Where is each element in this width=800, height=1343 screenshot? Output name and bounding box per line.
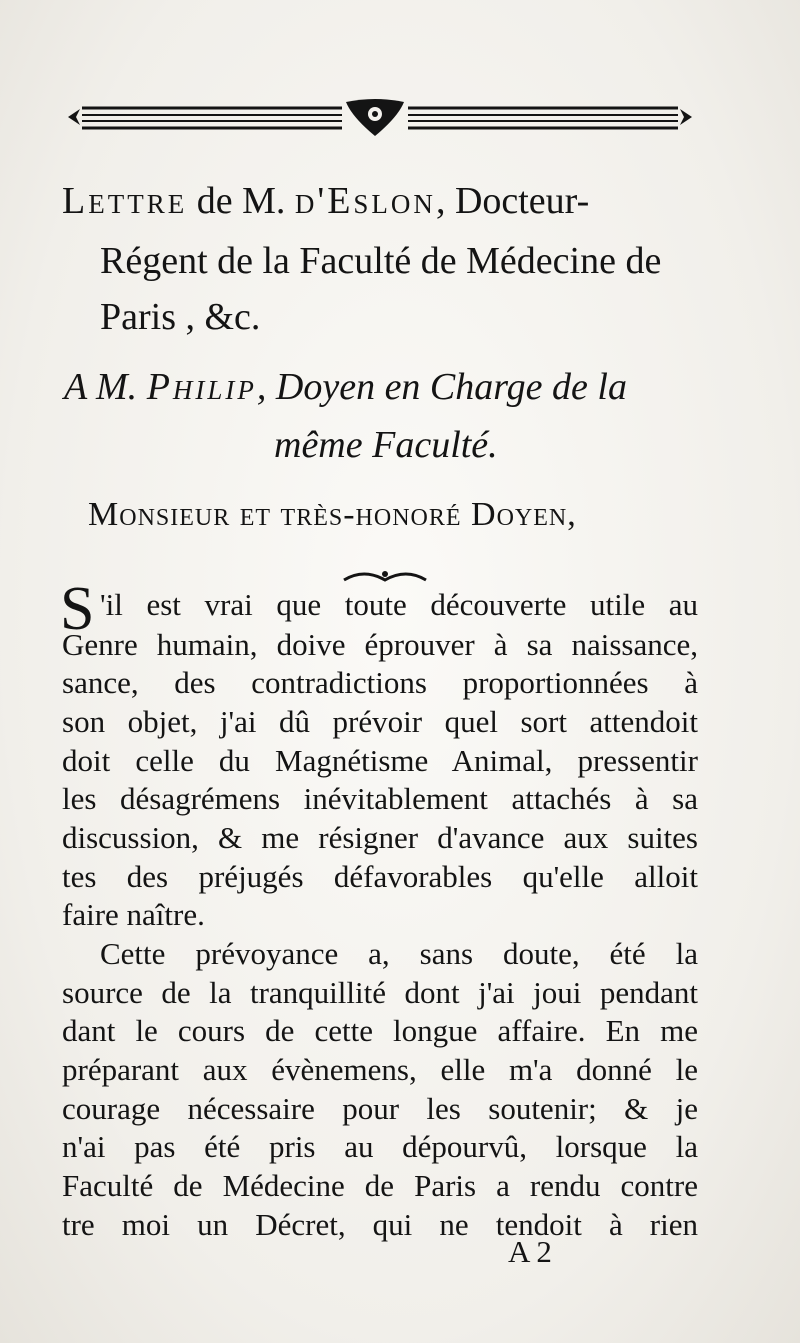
body-line: dant le cours de cette longue affaire. En me (62, 1013, 698, 1048)
addressee-line-1: A M. Philip, Doyen en Charge de la (64, 366, 627, 408)
body-line: les désagrémens inévitablement attachés à sa (62, 781, 698, 816)
signature-mark: A 2 (508, 1234, 552, 1269)
addressee-line-2: même Faculté. (274, 424, 498, 466)
body-line: courage nécessaire pour les soutenir; & je (62, 1091, 698, 1126)
body-line: doit celle du Magnétisme Animal, pressentir (62, 743, 698, 778)
title-line-2: Régent de la Faculté de Médecine de (100, 240, 662, 282)
title-line-3: Paris , &c. (100, 296, 261, 338)
body-line: tes des préjugés défavorables qu'elle alloit (62, 859, 698, 894)
body-line: 'il est vrai que toute découverte utile au (100, 587, 698, 622)
body-line: n'ai pas été pris au dépourvû, lorsque la (62, 1129, 698, 1164)
salutation: Monsieur et très-honoré Doyen, (88, 496, 577, 533)
body-line: Genre humain, doive éprouver à sa naissance, (62, 627, 698, 662)
drop-cap: S (60, 575, 95, 643)
body-line: source de la tranquillité dont j'ai joui pendant (62, 975, 698, 1010)
double-rule-ornament-icon (60, 96, 700, 138)
body-line: faire naître. (62, 897, 205, 932)
body-line: son objet, j'ai dû prévoir quel sort attendoit (62, 704, 698, 739)
body-line: discussion, & me résigner d'avance aux suites (62, 820, 698, 855)
body-line: préparant aux évènemens, elle m'a donné le (62, 1052, 698, 1087)
body-line: Faculté de Médecine de Paris a rendu contre (62, 1168, 698, 1203)
flourish-ornament-icon (340, 566, 430, 588)
title-line-1: Lettre de M. d'Eslon, Docteur- (62, 180, 590, 222)
body-line: tre moi un Décret, qui ne tendoit à rien (62, 1207, 698, 1242)
body-line: Cette prévoyance a, sans doute, été la (100, 936, 698, 971)
body-line: sance, des contradictions proportionnées à (62, 665, 698, 700)
